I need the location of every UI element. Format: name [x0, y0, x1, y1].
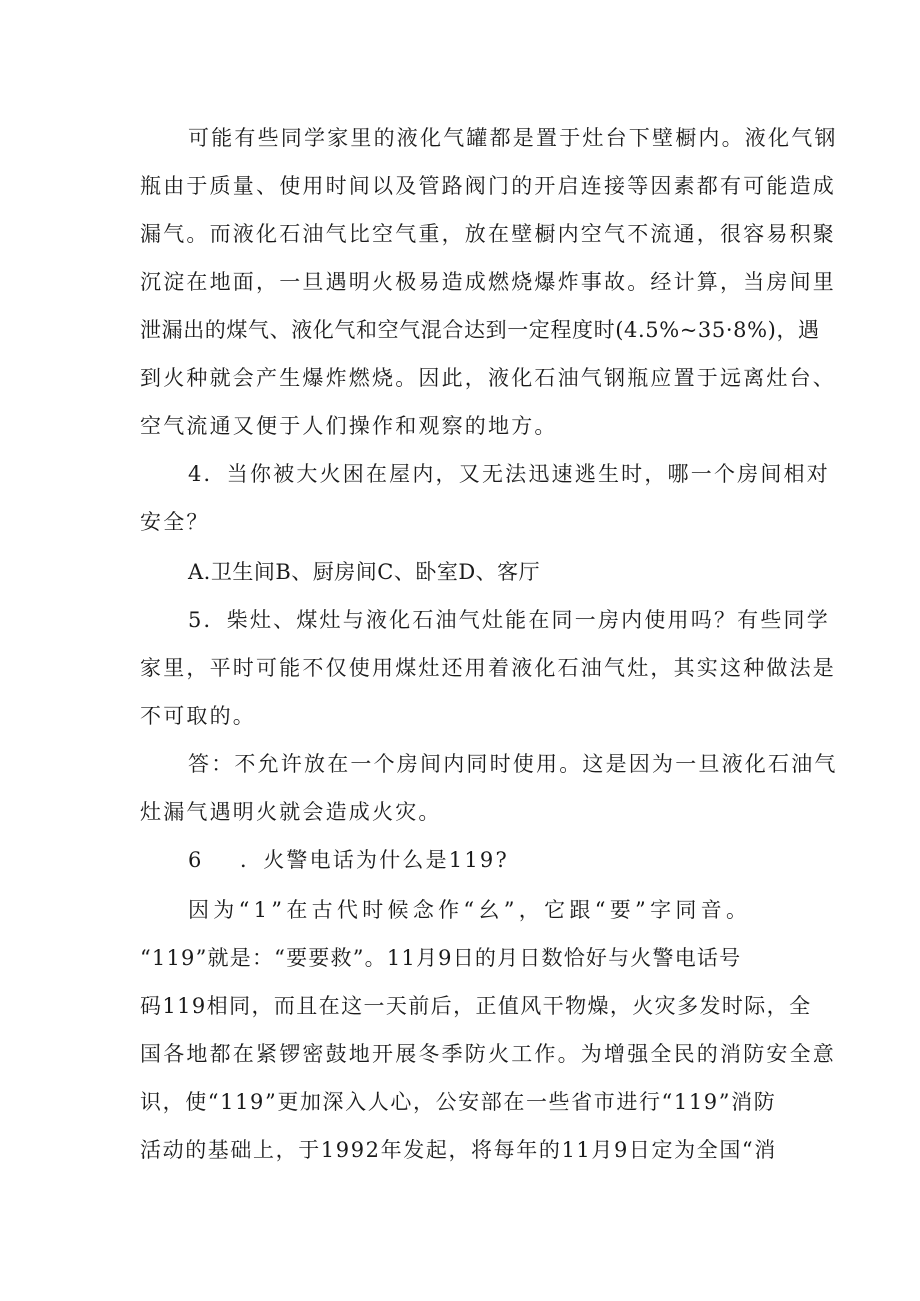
question-4-options: A.卫生间B、厨房间C、卧室D、客厅 [188, 560, 541, 584]
answer-5-line: 灶漏气遇明火就会造成火灾。 [140, 800, 442, 824]
answer-6-line: 活动的基础上，于1992年发起，将每年的11月9日定为全国“消 [140, 1138, 777, 1162]
answer-6-line: 码119相同，而且在这一天前后，正值风干物燥，火灾多发时际，全 [140, 994, 812, 1018]
answer-5-line: 答：不允许放在一个房间内同时使用。这是因为一旦液化石油气 [188, 752, 838, 776]
paragraph-line: 泄漏出的煤气、液化气和空气混合达到一定程度时(4.5%~35·8%)，遇 [140, 318, 820, 342]
paragraph-line: 空气流通又便于人们操作和观察的地方。 [140, 414, 558, 438]
answer-6-line: 国各地都在紧锣密鼓地开展冬季防火工作。为增强全民的消防安全意 [140, 1042, 836, 1066]
question-4-line: 安全？ [140, 510, 210, 534]
answer-6-line: 因为“1”在古代时候念作“幺”，它跟“要”字同音。 [188, 898, 752, 922]
paragraph-line: 沉淀在地面，一旦遇明火极易造成燃烧爆炸事故。经计算，当房间里 [140, 270, 836, 294]
paragraph-line: 瓶由于质量、使用时间以及管路阀门的开启连接等因素都有可能造成 [140, 174, 836, 198]
question-5-line: 家里，平时可能不仅使用煤灶还用着液化石油气灶，其实这种做法是 [140, 656, 836, 680]
paragraph-line: 可能有些同学家里的液化气罐都是置于灶台下壁橱内。液化气钢 [188, 126, 838, 150]
answer-6-line: “119”就是：“要要救”。11月9日的月日数恰好与火警电话号 [140, 946, 742, 970]
question-5-line: 不可取的。 [140, 704, 256, 728]
question-6-number: 6 [188, 848, 204, 872]
paragraph-line: 漏气。而液化石油气比空气重，放在壁橱内空气不流通，很容易积聚 [140, 222, 836, 246]
paragraph-line: 到火种就会产生爆炸燃烧。因此，液化石油气钢瓶应置于远离灶台、 [140, 366, 836, 390]
question-5-line: 5．柴灶、煤灶与液化石油气灶能在同一房内使用吗？有些同学 [188, 608, 830, 632]
question-6-text: ．火警电话为什么是119? [240, 848, 509, 872]
question-4-line: 4．当你被大火困在屋内，又无法迅速逃生时，哪一个房间相对 [188, 462, 830, 486]
answer-6-line: 识，使“119”更加深入人心，公安部在一些省市进行“119”消防 [140, 1090, 777, 1114]
